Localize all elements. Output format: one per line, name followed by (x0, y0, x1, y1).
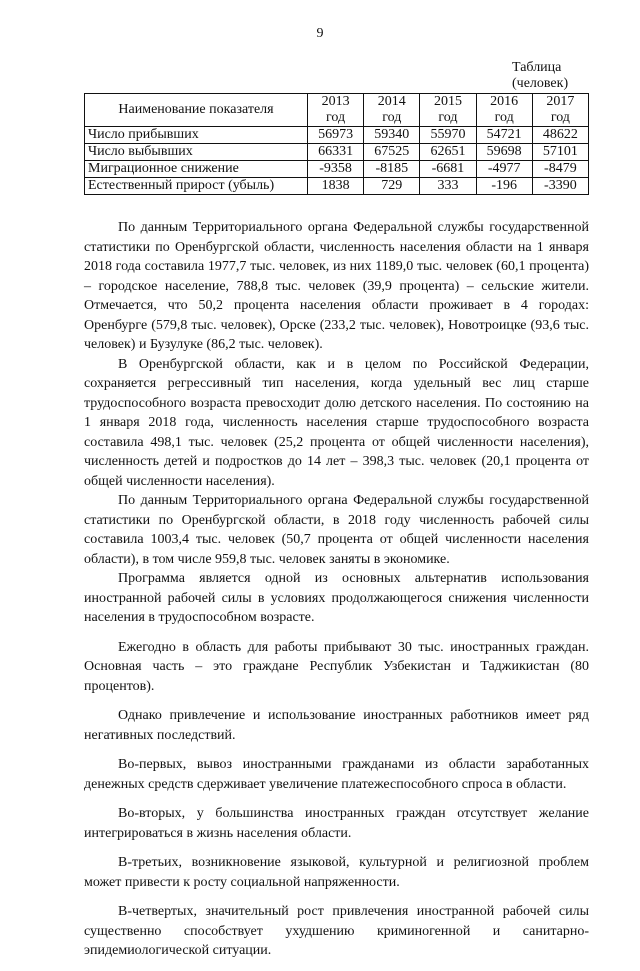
statistics-table (84, 93, 589, 195)
paragraph-regressive-type: В Оренбургской области, как и в целом по Российской Федерации, сохраняется регрессивный тип населения, когда удельный вес лиц старше трудоспособного возраста превосходит долю детского населения. По состоянию на 1 января 2018 года, численность населения старше трудоспособного возраста составила 498,1 тыс. человек (25,2 процента от общей численности населения), численность детей и подростков до 14 лет – 398,3 тыс. человек (20,1 процента от общей численности населения). (84, 356, 589, 489)
header-unit: год (438, 110, 458, 125)
row-label: Число прибывших (85, 127, 308, 144)
paragraph-second: Во-вторых, у большинства иностранных граждан отсутствует желание интегрироваться в жизнь населения области. (84, 806, 589, 841)
table-cell: 48622 (532, 127, 588, 144)
table-row-departures (85, 144, 589, 161)
table-cell: -3390 (532, 178, 588, 195)
table-cell: 62651 (420, 144, 476, 161)
table-cell: -9358 (308, 161, 364, 178)
table-cell: 67525 (364, 144, 420, 161)
table-cell: -8479 (532, 161, 588, 178)
paragraph-third: В-третьих, возникновение языковой, культурной и религиозной проблем может привести к росту социальной напряженности. (84, 855, 589, 890)
table-cell: 59698 (476, 144, 532, 161)
table-caption-unit: (человек) (512, 76, 569, 91)
header-indicator-name: Наименование показателя (85, 94, 308, 127)
header-unit: год (494, 110, 514, 125)
table-cell: 57101 (532, 144, 588, 161)
page-number: 9 (316, 26, 324, 41)
paragraph-program-alternative: Программа является одной из основных альтернатив использования иностранной рабочей силы в условиях продолжающегося снижения численности населения в трудоспособном возрасте. (84, 571, 589, 625)
header-year-2016 (476, 94, 532, 127)
header-unit: год (550, 110, 570, 125)
table-cell: 56973 (308, 127, 364, 144)
paragraph-labor-force: По данным Территориального органа Федеральной службы государственной статистики по Оренбургской области, в 2018 году численность рабочей силы составила 1003,4 тыс. человек (50,7 процента от общей численности населения области), в том числе 959,8 тыс. человек заняты в экономике. (84, 493, 589, 567)
table-cell: -196 (476, 178, 532, 195)
row-label: Число выбывших (85, 144, 308, 161)
header-year-2013 (308, 94, 364, 127)
header-year: 2014 (377, 94, 406, 109)
table-cell: 1838 (308, 178, 364, 195)
header-year-2014 (364, 94, 420, 127)
table-row-natural-increase (85, 178, 589, 195)
table-row-arrivals (85, 127, 589, 144)
paragraph-fourth: В-четвертых, значительный рост привлечения иностранной рабочей силы существенно способствует ухудшению криминогенной и санитарно-эпидемиологической ситуации. (84, 904, 589, 958)
table-row-migration-decrease (85, 161, 589, 178)
header-year: 2015 (433, 94, 462, 109)
table-cell: -6681 (420, 161, 476, 178)
table-cell: 333 (420, 178, 476, 195)
header-year: 2016 (490, 94, 519, 109)
table-cell: 54721 (476, 127, 532, 144)
table-caption (512, 60, 590, 92)
paragraph-first: Во-первых, вывоз иностранными гражданами из области заработанных денежных средств сдерживает увеличение платежеспособного спроса в области. (84, 757, 589, 792)
header-year: 2013 (321, 94, 350, 109)
paragraph-negative-consequences: Однако привлечение и использование иностранных работников имеет ряд негативных последствий. (84, 708, 589, 743)
table-cell: 55970 (420, 127, 476, 144)
header-unit: год (326, 110, 346, 125)
table-cell: 66331 (308, 144, 364, 161)
header-unit: год (382, 110, 402, 125)
table-cell: -4977 (476, 161, 532, 178)
header-year-2015 (420, 94, 476, 127)
row-label: Миграционное снижение (85, 161, 308, 178)
body-text (84, 218, 589, 971)
table-cell: 729 (364, 178, 420, 195)
table-cell: -8185 (364, 161, 420, 178)
paragraph-population: По данным Территориального органа Федеральной службы государственной статистики по Оренбургской области, численность населения области на 1 января 2018 года составила 1977,7 тыс. человек, из них 1189,0 тыс. человек (60,1 процента) – городское население, 788,8 тыс. человек (39,9 процента) – сельские жители. Отмечается, что 50,2 процента населения области проживает в 4 городах: Оренбурге (579,8 тыс. человек), Орске (233,2 тыс. человек), Новотроицке (93,6 тыс. человек) и Бузулуке (86,2 тыс. человек). (84, 220, 589, 352)
table-cell: 59340 (364, 127, 420, 144)
header-year-2017 (532, 94, 588, 127)
table-header-row (85, 94, 589, 127)
table-caption-title: Таблица (512, 60, 562, 75)
header-year: 2017 (546, 94, 575, 109)
paragraph-annual-arrivals: Ежегодно в область для работы прибывают 30 тыс. иностранных граждан. Основная часть – это граждане Республик Узбекистан и Таджикистан (80 процентов). (84, 639, 589, 694)
row-label: Естественный прирост (убыль) (85, 178, 308, 195)
